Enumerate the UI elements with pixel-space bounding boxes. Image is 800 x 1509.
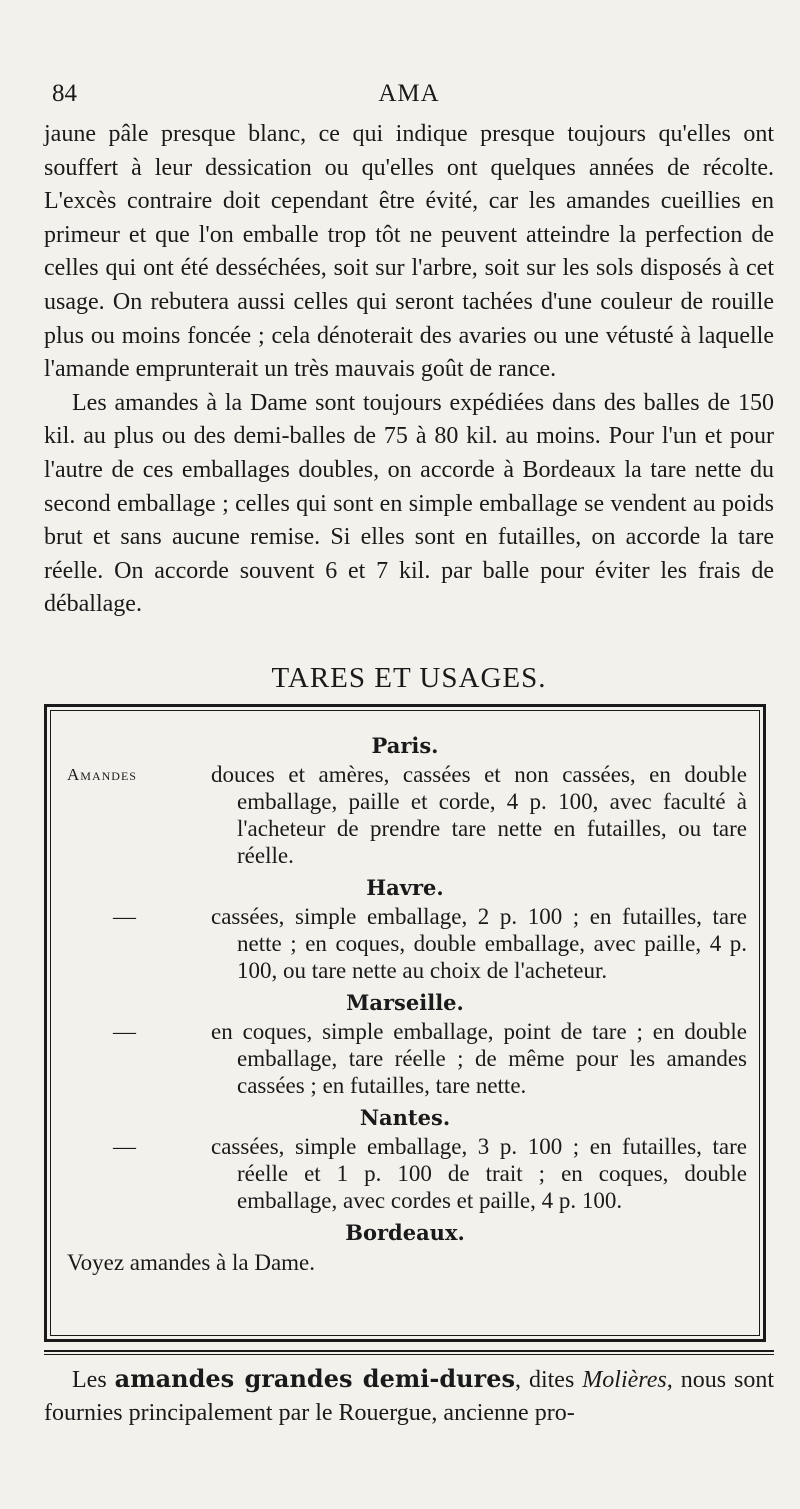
entry-lead: Amandes <box>67 765 137 784</box>
tare-entry <box>51 1133 759 1214</box>
city-heading: Paris. <box>371 733 439 758</box>
entry-text: douces et amères, cassées et non cassées, en double emballage, paille et corde, 4 p. 100, avec faculté à l'acheteur de prendre tare nette en futailles, ou tare réelle. <box>211 762 747 868</box>
body-text <box>44 118 774 622</box>
tare-entry <box>51 903 759 984</box>
paragraph: jaune pâle presque blanc, ce qui indique presque toujours qu'elles ont souffert à leur dessication ou qu'elles ont quelques années de récolte. L'excès contraire doit cependant être évité, car les amandes cueillies en primeur et que l'on emballe trop tôt ne peuvent atteindre la perfection de celles qui ont été desséchées, soit sur l'arbre, soit sur les sols disposés à cet usage. On rebutera aussi celles qui seront tachées d'une couleur de rouille plus ou moins foncée ; cela dénoterait des avaries ou une vétusté à laquelle l'amande emprunterait un très mauvais goût de rance. <box>44 121 774 383</box>
entry-text: cassées, simple emballage, 3 p. 100 ; en futailles, tare réelle et 1 p. 100 de trait ; en coques, double emballage, avec cordes et paille, 4 p. 100. <box>211 1134 747 1213</box>
city-heading: Bordeaux. <box>345 1220 465 1245</box>
running-title: AMA <box>378 80 440 107</box>
tares-table <box>44 704 766 1342</box>
section-title: TARES ET USAGES. <box>271 662 547 694</box>
tares-table-inner <box>50 710 760 1336</box>
tare-entry <box>51 761 759 869</box>
entry-text: cassées, simple emballage, 2 p. 100 ; en futailles, tare nette ; en coques, double emballage, avec paille, 4 p. 100, ou tare nette au choix de l'acheteur. <box>211 904 747 983</box>
closing-italic: Molières, <box>582 1367 673 1393</box>
page-number: 84 <box>52 80 77 107</box>
entry-lead: — <box>113 904 136 929</box>
entry-lead: — <box>113 1019 136 1044</box>
bordeaux-note: Voyez amandes à la Dame. <box>67 1250 316 1275</box>
entry-lead: — <box>113 1134 136 1159</box>
running-header <box>44 80 774 114</box>
closing-start: Les <box>72 1367 107 1393</box>
closing-paragraph <box>44 1362 774 1430</box>
closing-middle: , dites <box>514 1367 575 1393</box>
paragraph <box>44 1362 774 1430</box>
divider <box>44 1350 774 1355</box>
tare-entry <box>51 1018 759 1099</box>
closing-end: nous sont fournies principalement par le Rouergue, ancienne pro- <box>44 1367 775 1426</box>
city-heading: Marseille. <box>346 990 464 1015</box>
city-heading: Nantes. <box>359 1105 451 1130</box>
city-heading: Havre. <box>366 875 444 900</box>
paragraph: Les amandes à la Dame sont toujours expédiées dans des balles de 150 kil. au plus ou des demi-balles de 75 à 80 kil. au moins. Pour l'un et pour l'autre de ces emballages doubles, on accorde à Bordeaux la tare nette du second emballage ; celles qui sont en simple emballage se vendent au poids brut et sans aucune remise. Si elles sont en futailles, on accorde la tare réelle. On accorde souvent 6 et 7 kil. par balle pour éviter les frais de déballage. <box>44 389 774 618</box>
closing-term: amandes grandes demi-dures <box>114 1364 515 1393</box>
entry-text: en coques, simple emballage, point de tare ; en double emballage, tare réelle ; de même pour les amandes cassées ; en futailles, tare nette. <box>211 1019 747 1098</box>
